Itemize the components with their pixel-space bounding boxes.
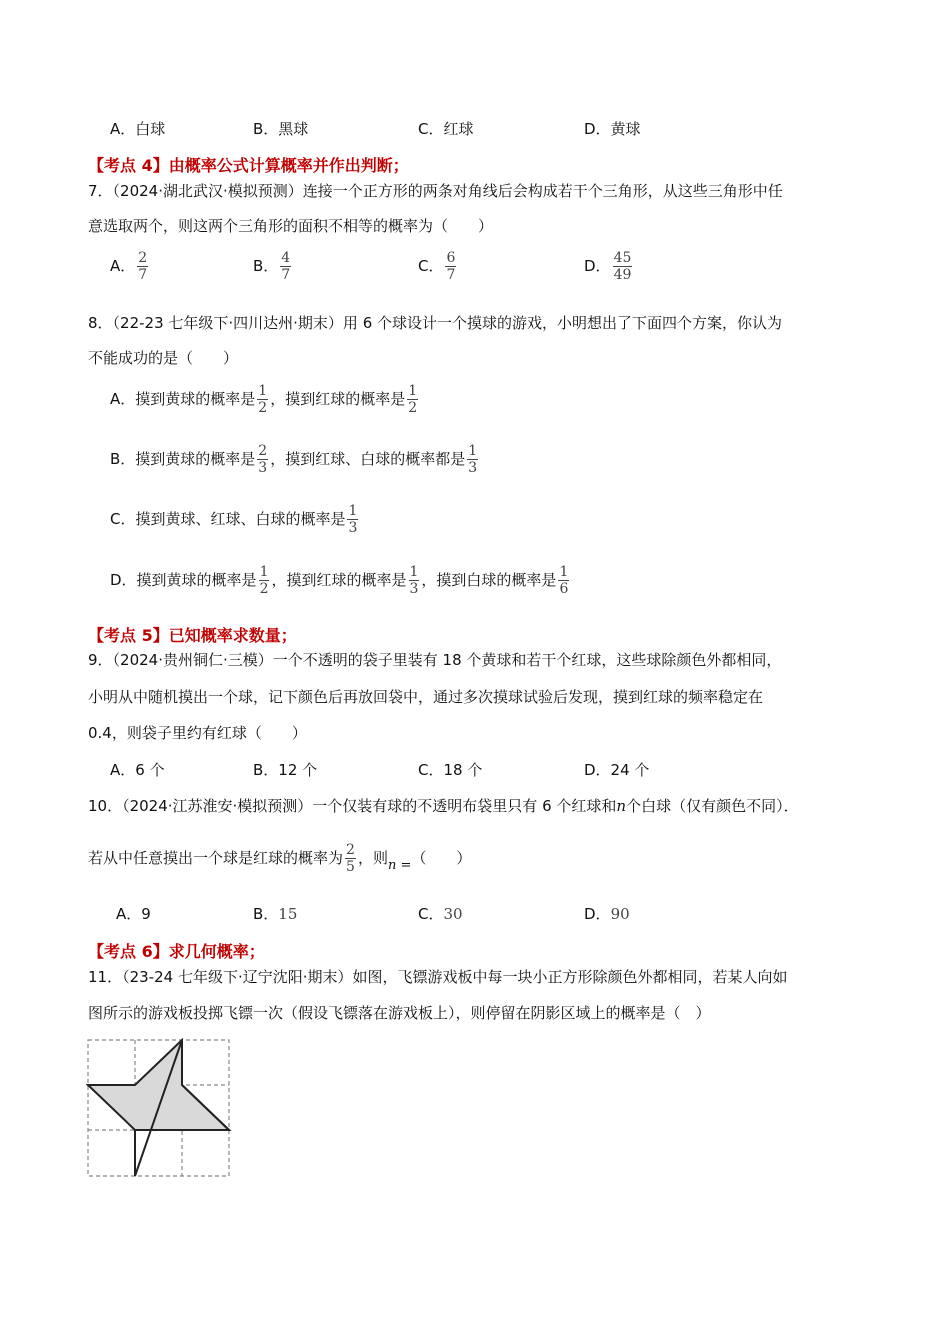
q10-fraction <box>345 842 356 875</box>
q6-option-a: A．白球 <box>110 120 166 138</box>
q10-var-n: n <box>616 797 627 815</box>
q7-option-d <box>584 250 634 283</box>
q6-option-b: B．黑球 <box>253 120 309 138</box>
q8-c-frac1-den: 3 <box>348 520 358 536</box>
q7-d-num: 45 <box>613 250 632 266</box>
q8-b-text2: ，摸到红球、白球的概率都是 <box>270 450 466 468</box>
q7-b-num: 4 <box>281 250 291 266</box>
q7-option-a <box>110 250 150 283</box>
q8-option-d <box>110 564 571 597</box>
q8-d-frac2-den: 3 <box>409 581 419 597</box>
q8-d-frac1 <box>259 564 270 597</box>
q10-b-label: B． <box>253 905 279 923</box>
section-4-heading: 【考点 4】由概率公式计算概率并作出判断； <box>88 156 409 175</box>
q8-option-c <box>110 503 360 536</box>
q7-d-fraction <box>613 250 633 283</box>
q8-c-frac1 <box>347 503 358 536</box>
q8-a-frac2-num: 1 <box>408 383 418 399</box>
q10-c-value: 30 <box>443 905 463 923</box>
q10-line2-b: ，则 <box>357 849 388 867</box>
q7-b-label: B． <box>253 257 279 275</box>
q10-stem-line2 <box>88 842 471 875</box>
q8-b-frac1-num: 2 <box>258 443 268 459</box>
q7-option-c <box>418 250 458 283</box>
q10-line1-b: 个白球（仅有颜色不同）． <box>626 797 799 815</box>
q7-a-num: 2 <box>138 250 148 266</box>
q7-a-fraction <box>137 250 148 283</box>
q8-d-frac3-num: 1 <box>559 564 569 580</box>
q9-stem-line2: 小明从中随机摸出一个球，记下颜色后再放回袋中，通过多次摸球试验后发现，摸到红球的频率稳定在 <box>88 688 764 706</box>
q10-stem-line1 <box>88 795 799 816</box>
q7-b-fraction <box>280 250 291 283</box>
q7-a-den: 7 <box>138 267 148 283</box>
q8-a-frac2-den: 2 <box>408 400 418 416</box>
q8-stem-line2: 不能成功的是（ ） <box>88 349 239 367</box>
q9-stem-line1: 9．（2024·贵州铜仁·三模）一个不透明的袋子里装有 18 个黄球和若干个红球，这些球除颜色外都相同， <box>88 651 782 669</box>
q9-stem-line3: 0.4，则袋子里约有红球（ ） <box>88 724 307 742</box>
q10-line2-c: （ ） <box>411 849 472 867</box>
q8-d-frac2 <box>409 564 420 597</box>
q8-d-text1: D．摸到黄球的概率是 <box>110 571 257 589</box>
q10-n-equals: n = <box>387 858 412 873</box>
q8-d-text2: ，摸到红球的概率是 <box>271 571 407 589</box>
q7-b-den: 7 <box>281 267 291 283</box>
q8-d-frac2-num: 1 <box>409 564 419 580</box>
q11-stem-line1: 11．（23-24 七年级下·辽宁沈阳·期末）如图，飞镖游戏板中每一块小正方形除颜色外都相同，若某人向如 <box>88 968 788 986</box>
q8-a-frac1 <box>257 383 268 416</box>
q7-d-label: D． <box>584 257 611 275</box>
q10-option-d <box>584 903 630 924</box>
q8-d-frac1-den: 2 <box>259 581 269 597</box>
q9-option-a: A．6 个 <box>110 761 165 779</box>
q10-line2-a: 若从中任意摸出一个球是红球的概率为 <box>88 849 344 867</box>
q7-d-den: 49 <box>613 267 632 283</box>
q10-d-label: D． <box>584 905 611 923</box>
q8-d-frac3-den: 6 <box>559 581 569 597</box>
q8-a-frac1-num: 1 <box>258 383 268 399</box>
q7-option-b <box>253 250 293 283</box>
q11-stem-line2: 图所示的游戏板投掷飞镖一次（假设飞镖落在游戏板上），则停留在阴影区域上的概率是（ ） <box>88 1004 711 1022</box>
q8-stem-line1: 8．（22-23 七年级下·四川达州·期末）用 6 个球设计一个摸球的游戏，小明想出了下面四个方案，你认为 <box>88 314 783 332</box>
q10-option-c <box>418 903 463 924</box>
q10-b-value: 15 <box>278 905 298 923</box>
q8-b-frac1-den: 3 <box>258 460 268 476</box>
q8-a-frac1-den: 2 <box>258 400 268 416</box>
q6-option-c: C．红球 <box>418 120 474 138</box>
q10-a-value: 9 <box>141 905 151 923</box>
q8-c-frac1-num: 1 <box>348 503 358 519</box>
q10-option-a <box>116 903 151 924</box>
q10-d-value: 90 <box>610 905 630 923</box>
q9-option-d: D．24 个 <box>584 761 650 779</box>
q8-b-frac1 <box>257 443 268 476</box>
q10-frac-num: 2 <box>346 842 355 858</box>
q7-stem-line2: 意选取两个，则这两个三角形的面积不相等的概率为（ ） <box>88 217 494 235</box>
q7-c-num: 6 <box>446 250 456 266</box>
q8-b-frac2-num: 1 <box>468 443 478 459</box>
q9-option-c: C．18 个 <box>418 761 483 779</box>
q7-c-den: 7 <box>446 267 456 283</box>
q7-a-label: A． <box>110 257 136 275</box>
section-6-heading: 【考点 6】求几何概率； <box>88 942 265 961</box>
q8-a-frac2 <box>407 383 418 416</box>
q8-d-frac1-num: 1 <box>259 564 269 580</box>
q7-stem-line1: 7．（2024·湖北武汉·模拟预测）连接一个正方形的两条对角线后会构成若干个三角形，从这些三角形中任 <box>88 182 783 200</box>
q10-frac-den: 5 <box>346 859 355 875</box>
q10-line1-a: 10．（2024·江苏淮安·模拟预测）一个仅装有球的不透明布袋里只有 6 个红球和 <box>88 797 617 815</box>
q8-b-frac2 <box>467 443 478 476</box>
q6-option-d: D．黄球 <box>584 120 641 138</box>
q8-d-text3: ，摸到白球的概率是 <box>421 571 557 589</box>
q10-option-b <box>253 903 297 924</box>
q8-b-frac2-den: 3 <box>468 460 478 476</box>
q7-c-label: C． <box>418 257 444 275</box>
q8-option-b <box>110 443 480 476</box>
q10-c-label: C． <box>418 905 444 923</box>
q8-c-text1: C．摸到黄球、红球、白球的概率是 <box>110 510 346 528</box>
q9-option-b: B．12 个 <box>253 761 318 779</box>
q8-b-text1: B．摸到黄球的概率是 <box>110 450 256 468</box>
section-5-heading: 【考点 5】已知概率求数量； <box>88 626 297 645</box>
q8-d-frac3 <box>558 564 569 597</box>
q8-a-text2: ，摸到红球的概率是 <box>270 390 406 408</box>
q8-option-a <box>110 383 420 416</box>
q8-a-text1: A．摸到黄球的概率是 <box>110 390 256 408</box>
q10-a-label: A． <box>116 905 142 923</box>
q11-dartboard-figure <box>86 1038 232 1178</box>
q7-c-fraction <box>445 250 456 283</box>
